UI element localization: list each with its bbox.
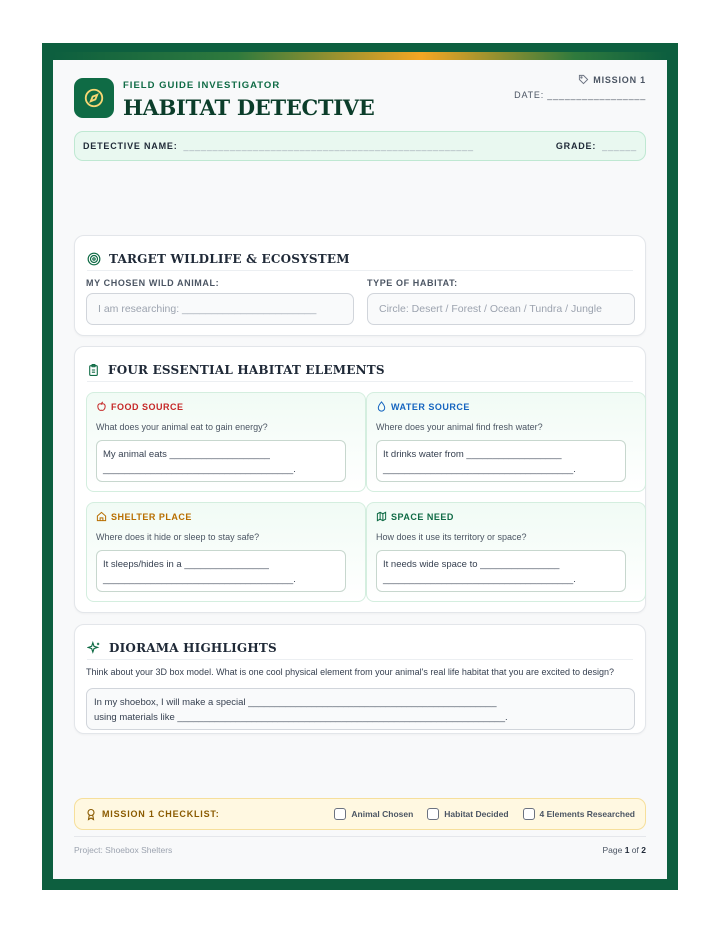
space-need-title: SPACE NEED	[391, 511, 454, 522]
answer-line-1: My animal eats ___________________	[103, 449, 270, 460]
checklist-item-label: 4 Elements Researched	[539, 809, 635, 819]
top-accent-bar	[53, 52, 667, 60]
space-need-question: How does it use its territory or space?	[376, 532, 527, 542]
page-total: 2	[641, 845, 646, 855]
detective-name-label: DETECTIVE NAME:	[83, 141, 178, 151]
diorama-header	[87, 636, 633, 660]
mission-tag	[578, 74, 646, 85]
grade-label: GRADE:	[555, 141, 597, 151]
answer-line-1: It sleeps/hides in a ________________	[103, 559, 269, 570]
mission-checklist	[74, 798, 646, 830]
diorama-question: Think about your 3D box model. What is one cool physical element from your animal's real life habitat that you are excited to design?	[86, 667, 614, 677]
house-icon	[96, 511, 107, 522]
habitat-elements-title: FOUR ESSENTIAL HABITAT ELEMENTS	[108, 362, 385, 377]
water-source-question: Where does your animal find fresh water?	[376, 422, 543, 432]
answer-line-2: ____________________________________.	[103, 574, 296, 585]
clipboard-icon	[87, 363, 100, 377]
answer-line-2: ____________________________________.	[383, 574, 576, 585]
page-indicator	[602, 845, 646, 855]
target-wildlife-header	[87, 247, 633, 271]
checkbox[interactable]	[334, 808, 346, 820]
space-need-heading	[376, 511, 454, 522]
diorama-title: DIORAMA HIGHLIGHTS	[109, 640, 277, 655]
checklist-items	[334, 808, 635, 820]
checklist-title: MISSION 1 CHECKLIST:	[102, 809, 220, 819]
map-icon	[376, 511, 387, 522]
checkbox[interactable]	[427, 808, 439, 820]
checkbox[interactable]	[523, 808, 535, 820]
animal-input[interactable]: I am researching: _______________________	[86, 293, 354, 325]
water-source-heading	[376, 401, 470, 412]
target-icon	[87, 252, 101, 266]
checklist-item-habitat-decided[interactable]	[427, 808, 508, 820]
food-source-panel	[86, 392, 366, 492]
target-wildlife-title: TARGET WILDLIFE & ECOSYSTEM	[109, 251, 350, 266]
page-of: of	[631, 845, 639, 855]
space-need-panel	[366, 502, 646, 602]
header-eyebrow: FIELD GUIDE INVESTIGATOR	[123, 80, 281, 91]
shelter-place-answer[interactable]	[96, 550, 346, 592]
target-wildlife-card	[74, 235, 646, 336]
page-title: HABITAT DETECTIVE	[123, 95, 375, 120]
footer-project: Project: Shoebox Shelters	[74, 845, 173, 855]
habitat-elements-header	[87, 358, 633, 382]
shelter-place-question: Where does it hide or sleep to stay safe?	[96, 532, 260, 542]
shelter-place-panel	[86, 502, 366, 602]
water-source-panel	[366, 392, 646, 492]
shelter-place-title: SHELTER PLACE	[111, 511, 192, 522]
water-source-title: WATER SOURCE	[391, 401, 470, 412]
droplet-icon	[376, 401, 387, 412]
page-frame	[42, 43, 678, 890]
footer-divider	[74, 836, 646, 837]
grade-field[interactable]: ______	[602, 141, 637, 151]
detective-name-bar	[74, 131, 646, 161]
compass-icon	[74, 78, 114, 118]
checklist-heading	[85, 808, 220, 821]
answer-line-2: using materials like ______________________________________________________________.	[94, 712, 508, 723]
diorama-card	[74, 624, 646, 734]
food-source-question: What does your animal eat to gain energy?	[96, 422, 268, 432]
page-prefix: Page	[602, 845, 623, 855]
answer-line-1: It drinks water from __________________	[383, 449, 562, 460]
food-source-heading	[96, 401, 184, 412]
page-number: 1	[624, 845, 630, 855]
apple-icon	[96, 401, 107, 412]
diorama-answer[interactable]	[86, 688, 635, 730]
date-field[interactable]: DATE: _________________	[514, 90, 646, 100]
answer-line-2: ____________________________________.	[383, 464, 576, 475]
food-source-title: FOOD SOURCE	[111, 401, 184, 412]
award-icon	[85, 808, 97, 821]
worksheet	[53, 52, 667, 879]
habitat-elements-card	[74, 346, 646, 613]
answer-line-1: In my shoebox, I will make a special _______________________________________________	[94, 697, 497, 708]
detective-name-field[interactable]: __________________________________________________	[183, 141, 474, 151]
checklist-item-label: Habitat Decided	[444, 809, 509, 819]
answer-line-1: It needs wide space to _______________	[383, 559, 560, 570]
shelter-place-heading	[96, 511, 192, 522]
food-source-answer[interactable]	[96, 440, 346, 482]
mission-label: MISSION 1	[593, 74, 646, 85]
habitat-input[interactable]: Circle: Desert / Forest / Ocean / Tundra / Jungle	[367, 293, 635, 325]
habitat-label: TYPE OF HABITAT:	[367, 278, 458, 288]
animal-label: MY CHOSEN WILD ANIMAL:	[86, 278, 220, 288]
space-need-answer[interactable]	[376, 550, 626, 592]
water-source-answer[interactable]	[376, 440, 626, 482]
tag-icon	[578, 74, 589, 85]
answer-line-2: ____________________________________.	[103, 464, 296, 475]
sparkle-icon	[87, 641, 101, 655]
checklist-item-elements-researched[interactable]	[523, 808, 635, 820]
checklist-item-label: Animal Chosen	[351, 809, 414, 819]
checklist-item-animal-chosen[interactable]	[334, 808, 413, 820]
